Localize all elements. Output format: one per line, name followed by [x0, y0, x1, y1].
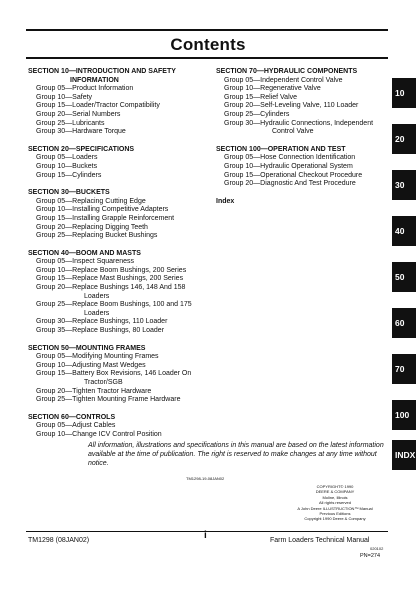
group-entry-text[interactable]: Group 25—Tighten Mounting Frame Hardware	[36, 396, 181, 404]
group-entry[interactable]	[28, 94, 206, 103]
toc-section	[28, 250, 206, 336]
footer-pn: PN=274	[360, 553, 381, 559]
group-entry-text[interactable]: Group 10—Hydraulic Operational System	[224, 162, 353, 170]
index-link[interactable]: Index	[216, 197, 235, 205]
section-heading[interactable]	[28, 414, 206, 423]
group-entry-text[interactable]: Group 20—Tighten Tractor Hardware	[36, 387, 152, 395]
copyright-line: Moline, Illinois	[322, 494, 348, 500]
group-entry-text[interactable]: Group 30—Hydraulic Connections, Independent	[224, 119, 374, 127]
page-title: Contents	[170, 35, 246, 54]
group-entry[interactable]	[216, 180, 386, 189]
section-tab[interactable]: 50	[392, 262, 416, 292]
group-entry-text[interactable]: Group 05—Product Information	[36, 85, 134, 93]
group-entry[interactable]	[28, 258, 206, 267]
group-entry[interactable]	[28, 232, 206, 241]
group-entry[interactable]	[28, 275, 206, 284]
group-entry[interactable]	[216, 120, 386, 137]
section-heading[interactable]	[28, 250, 206, 259]
footer-manual-title: Farm Loaders Technical Manual	[270, 537, 370, 544]
toc-section	[28, 68, 206, 137]
group-entry[interactable]	[28, 111, 206, 120]
group-entry-text[interactable]: Group 05—Inspect Squareness	[36, 258, 135, 266]
copyright-line: Previous Editions	[319, 511, 351, 517]
footer-rule	[26, 531, 388, 532]
copyright-block	[280, 484, 390, 522]
section-heading[interactable]	[28, 189, 206, 198]
right-column	[216, 68, 386, 206]
group-entry-text[interactable]: Group 25—Replacing Bucket Bushings	[36, 232, 158, 240]
section-heading[interactable]	[216, 68, 386, 77]
section-heading-text[interactable]: SECTION 100—OPERATION AND TEST	[216, 145, 346, 153]
group-entry[interactable]	[28, 154, 206, 163]
group-entry-text[interactable]: Group 30—Replace Bushings, 110 Loader	[36, 318, 168, 326]
group-entry[interactable]	[28, 206, 206, 215]
group-entry[interactable]	[28, 102, 206, 111]
group-entry[interactable]	[216, 172, 386, 181]
section-heading[interactable]	[216, 146, 386, 155]
group-entry[interactable]	[28, 215, 206, 224]
group-entry[interactable]	[28, 301, 206, 318]
group-entry[interactable]	[28, 120, 206, 129]
group-entry-text[interactable]: Group 25—Replace Boom Bushings, 100 and 175	[36, 301, 192, 309]
toc-section	[28, 189, 206, 241]
title-underline	[26, 57, 388, 59]
disclaimer-note: All information, illustrations and specifications in this manual are based on the latest information available at the time of publication. The right is reserved to make changes at any time without notice.	[88, 442, 384, 467]
group-entry-continuation[interactable]: Loaders	[84, 292, 110, 300]
section-heading-text[interactable]: SECTION 50—MOUNTING FRAMES	[28, 344, 146, 352]
section-tab[interactable]: 60	[392, 308, 416, 338]
footer-manual-number: TM1298 (08JAN02)	[28, 537, 90, 544]
group-entry[interactable]	[28, 267, 206, 276]
group-entry-text[interactable]: Group 10—Change ICV Control Position	[36, 430, 162, 438]
footer-code: 020102	[370, 546, 384, 551]
group-entry-text[interactable]: Group 20—Replace Bushings 146, 148 And 158	[36, 284, 186, 292]
toc-section	[216, 146, 386, 189]
group-entry-text[interactable]: Group 25—Cylinders	[224, 110, 290, 118]
group-entry-text[interactable]: Group 35—Replace Bushings, 80 Loader	[36, 327, 165, 335]
group-entry-text[interactable]: Group 10—Regenerative Valve	[224, 85, 321, 93]
group-entry[interactable]	[28, 353, 206, 362]
group-entry-text[interactable]: Group 05—Hose Connection Identification	[224, 154, 356, 162]
left-column	[28, 68, 206, 449]
group-entry[interactable]	[28, 85, 206, 94]
group-entry[interactable]	[216, 111, 386, 120]
section-heading-continuation[interactable]: INFORMATION	[70, 76, 119, 84]
group-entry-text[interactable]: Group 10—Installing Competitive Adapters	[36, 206, 169, 214]
group-entry[interactable]	[28, 198, 206, 207]
group-entry[interactable]	[216, 154, 386, 163]
section-tab[interactable]: 10	[392, 78, 416, 108]
group-entry-text[interactable]: Group 10—Adjusting Mast Wedges	[36, 361, 146, 369]
group-entry[interactable]	[28, 224, 206, 233]
section-heading-text[interactable]: SECTION 70—HYDRAULIC COMPONENTS	[216, 68, 358, 75]
section-heading-text[interactable]: SECTION 20—SPECIFICATIONS	[28, 145, 135, 153]
toc-section	[28, 414, 206, 440]
group-entry[interactable]	[28, 431, 206, 440]
group-entry[interactable]	[28, 128, 206, 137]
group-entry[interactable]	[216, 85, 386, 94]
group-entry[interactable]	[216, 163, 386, 172]
toc-section	[28, 345, 206, 405]
copyright-line: DEERE & COMPANY	[315, 489, 355, 495]
document-id: TM1298-19-08JAN02	[186, 476, 225, 481]
group-entry-text[interactable]: Group 15—Installing Grapple Reinforcement	[36, 214, 175, 222]
group-entry-text[interactable]: Group 10—Replace Boom Bushings, 200 Series	[36, 266, 187, 274]
group-entry-text[interactable]: Group 20—Serial Numbers	[36, 110, 121, 118]
group-entry[interactable]	[28, 388, 206, 397]
group-entry-text[interactable]: Group 10—Buckets	[36, 162, 98, 170]
group-entry-text[interactable]: Group 25—Lubricants	[36, 119, 105, 127]
group-entry[interactable]	[216, 94, 386, 103]
group-entry-continuation[interactable]: Loaders	[84, 309, 110, 317]
group-entry[interactable]	[28, 422, 206, 431]
group-entry-text[interactable]: Group 15—Battery Box Revisions, 146 Loader On	[36, 370, 192, 378]
group-entry-text[interactable]: Group 20—Self-Leveling Valve, 110 Loader	[224, 102, 359, 110]
group-entry[interactable]	[216, 102, 386, 111]
group-entry-text[interactable]: Group 20—Replacing Digging Teeth	[36, 223, 148, 231]
copyright-line: A John Deere ILLUSTRUCTION™ Manual	[297, 505, 373, 511]
group-entry-continuation[interactable]: Tractor/SGB	[84, 379, 123, 386]
group-entry[interactable]	[28, 284, 206, 301]
group-entry[interactable]	[216, 77, 386, 86]
group-entry-text[interactable]: Group 05—Independent Control Valve	[224, 76, 343, 84]
section-heading[interactable]	[28, 345, 206, 354]
group-entry[interactable]	[28, 370, 206, 387]
group-entry[interactable]	[28, 163, 206, 172]
group-entry-text[interactable]: Group 15—Cylinders	[36, 171, 102, 179]
group-entry[interactable]	[28, 318, 206, 327]
group-entry-continuation[interactable]: Control Valve	[272, 128, 314, 136]
group-entry-text[interactable]: Group 05—Replacing Cutting Edge	[36, 197, 146, 205]
footer-page-number: i	[204, 530, 207, 541]
section-heading-text[interactable]: SECTION 60—CONTROLS	[28, 413, 116, 421]
section-heading-text[interactable]: SECTION 10—INTRODUCTION AND SAFETY	[28, 68, 176, 75]
section-heading[interactable]	[28, 68, 206, 85]
top-rule	[26, 29, 388, 31]
section-tab[interactable]: INDX	[392, 440, 416, 470]
section-heading-text[interactable]: SECTION 40—BOOM AND MASTS	[28, 249, 141, 257]
section-tab[interactable]: 70	[392, 354, 416, 384]
section-tab[interactable]: 20	[392, 124, 416, 154]
section-tab[interactable]: 30	[392, 170, 416, 200]
group-entry-text[interactable]: Group 15—Loader/Tractor Compatibility	[36, 102, 160, 110]
group-entry-text[interactable]: Group 05—Modifying Mounting Frames	[36, 353, 159, 361]
group-entry[interactable]	[28, 396, 206, 405]
section-tab[interactable]: 40	[392, 216, 416, 246]
toc-section	[216, 68, 386, 137]
group-entry-text[interactable]: Group 10—Safety	[36, 93, 93, 101]
group-entry-text[interactable]: Group 30—Hardware Torque	[36, 128, 126, 136]
section-heading[interactable]	[28, 146, 206, 155]
section-tab[interactable]: 100	[392, 400, 416, 430]
group-entry[interactable]	[28, 172, 206, 181]
group-entry-text[interactable]: Group 15—Replace Mast Bushings, 200 Series	[36, 275, 184, 283]
group-entry-text[interactable]: Group 20—Diagnostic And Test Procedure	[224, 180, 356, 188]
copyright-line: COPYRIGHT© 1990	[316, 484, 354, 489]
group-entry-text[interactable]: Group 15—Operational Checkout Procedure	[224, 171, 363, 179]
copyright-line: Copyright 1990 Deere & Company	[304, 516, 366, 522]
group-entry[interactable]	[28, 362, 206, 371]
group-entry-text[interactable]: Group 15—Relief Valve	[224, 93, 298, 101]
toc-section	[28, 146, 206, 180]
group-entry[interactable]	[28, 327, 206, 336]
copyright-line: All rights reserved	[318, 500, 351, 506]
section-heading-text[interactable]: SECTION 30—BUCKETS	[28, 189, 110, 197]
group-entry-text[interactable]: Group 05—Adjust Cables	[36, 422, 116, 430]
group-entry-text[interactable]: Group 05—Loaders	[36, 154, 98, 162]
